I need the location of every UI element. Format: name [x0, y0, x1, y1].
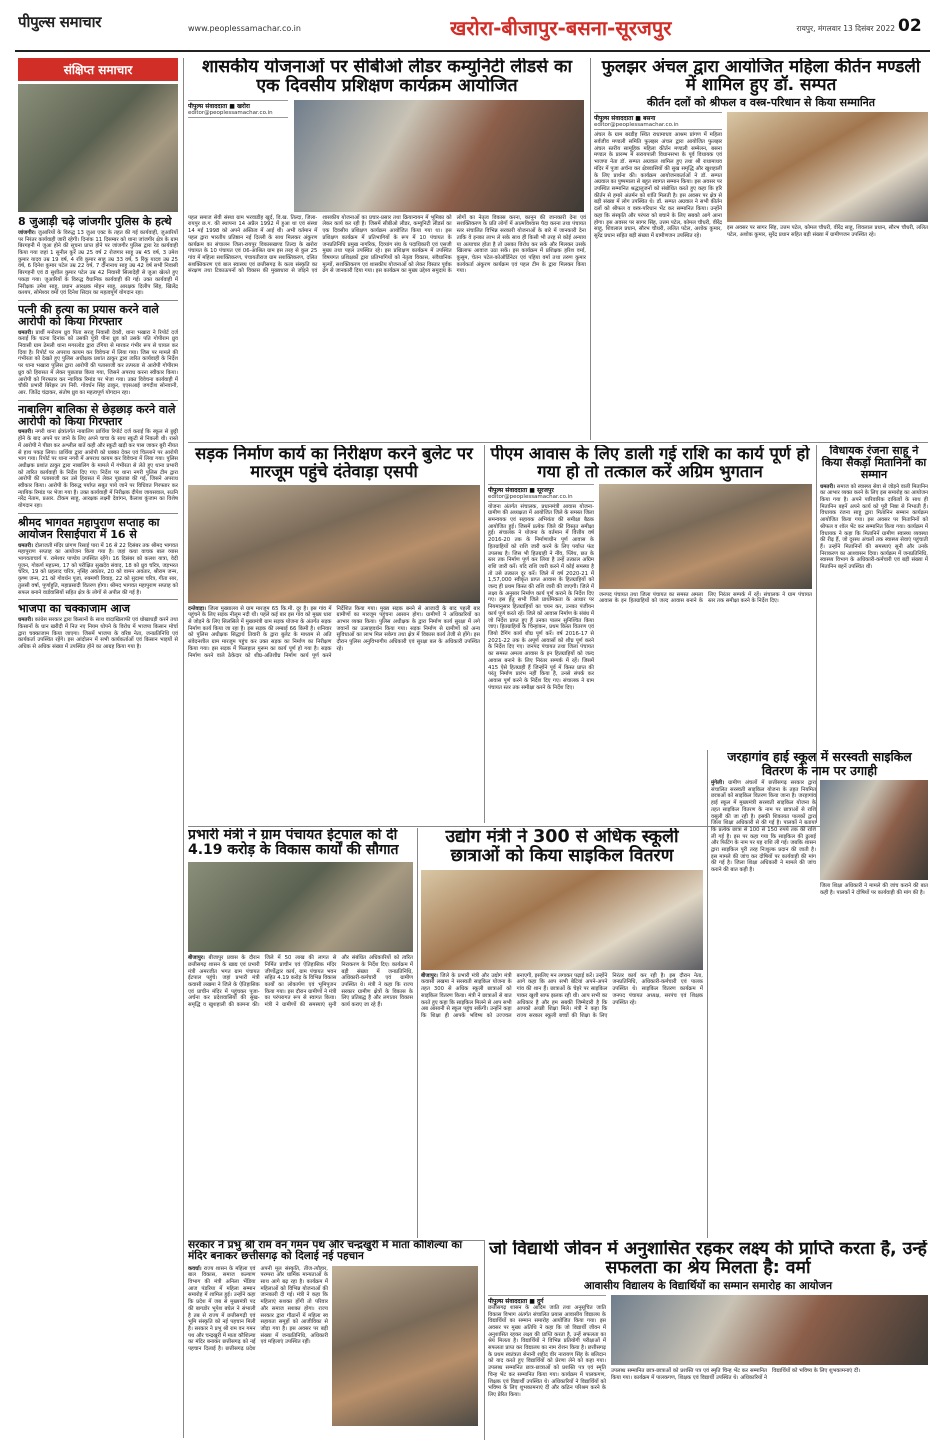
byline: पीपुल्स संवाददाता ■ बसना [594, 112, 722, 122]
divider [18, 400, 178, 401]
subheadline: आवासीय विद्यालय के विद्यार्थियों का सम्मान समारोह का आयोजन [583, 1279, 833, 1292]
masthead-rule [15, 50, 930, 52]
column-rule [417, 828, 418, 1238]
edition-date: रायपुर, मंगलवार 13 दिसंबर 2022 [796, 24, 895, 33]
story-body: धमतरी। दोलाजती मंदिर प्रांगण रिसाई पारा में 16 से 22 दिसंबर तक श्रीमद भागवत महापुराण सप्ताह का आयोजन किया गया है। जहां कथा वाचक बाल व्यास भागवताचार्य पं. रामेश्वर पाण्डेय उपस्थित रहेंगे। 16 दिसंबर को कलश यात्रा, वेदी पूजन, गोकर्ण महात्म्य, 17 को परीक्षित सुखदेव संवाद, 18 को ध्रुव चरित्र, जड़भरत चरित्र, 19 को प्रहलाद चरित्र, नृसिंह अवतार, 20 को वामन अवतार, श्रीराम जन्म, कृष्ण जन्म, 21 को गोवर्धन पूजा, रुक्मणी विवाह, 22 को सुदामा चरित्र, गीता सार, तुलसी वर्षा, पूर्णाहुति, महाप्रसादी वितरण होगा। श्रीमद भागवत महापुराण सप्ताह को सफल बनाने वार्डवासियों सहित क्षेत्र के लोगों से अपील की गई है। [18, 542, 178, 596]
headline: फुलझर अंचल द्वारा आयोजित महिला कीर्तन मण्डली में शामिल हुए डॉ. सम्पत [601, 58, 921, 96]
accused-group-photo [18, 84, 178, 212]
brief-label: संक्षिप्त समाचार [18, 58, 178, 81]
school-photo [820, 780, 928, 880]
article-body: छत्तीसगढ़ शासन के आदिम जाति तथा अनुसूचित जाति विकास विभाग अंतर्गत संचालित प्रयास आवासीय विद्यालय के विद्यार्थियों का सम्मान समारोह आयोजित किया गया। इस अवसर पर मुख्य अतिथि ने कहा कि जो विद्यार्थी जीवन में अनुशासित रहकर लक्ष्य की प्राप्ति करता है, उन्हें सफलता का श्रेय मिलता है। विद्यार्थियों ने विभिन्न प्रतियोगी परीक्षाओं में सफलता प्राप्त कर विद्यालय का नाम रोशन किया है। छत्तीसगढ़ के प्रथम स्वतंत्रता सेनानी शहीद वीर नारायण सिंह के बलिदान को याद करते हुए विद्यार्थियों को प्रेरणा लेने को कहा गया। उपलब्ध सम्मानित छात्र-छात्राओं को प्रशस्ति पत्र एवं स्मृति चिन्ह भेंट कर सम्मानित किया गया। कार्यक्रम में पालकगण, शिक्षक एवं विद्यार्थी उपस्थित थे। अधिकारियों ने विद्यार्थियों को भविष्य के लिए शुभकामनाएं दीं और कठिन परिश्रम करने के लिए प्रेरित किया। [488, 1304, 606, 1398]
article-body: पहल समाज सेवी संस्था ग्राम भरवाडीह खुर्द, वि.ख. तिल्दा, जिला-रायपुर छ.ग. की स्थापना 14 अप्रैल 1992 में हुआ था एवं संस्था 14 मई 1998 को अपने अस्तित्व में आई थी। अभी वर्तमान में पहल द्वारा भारतीय प्रतिष्ठान नई दिल्ली के साथ मिलकर अंकुरण कार्यक्रम का संचालन जिला-रायपुर विकासखण्ड तिल्दा के खरोरा पंचायत के 10 पंचायत एवं 06-आश्रित ग्राम इस तरह से कुल 25 गांव में महिला सशक्तिकरण, पंचायतीराज ग्राम सशक्तिकरण, दलित सशक्तिकरण एवं बाल स्वास्थ्य एवं छत्तीसगढ़ के कला संस्कृति का संरक्षण तथा टिकाऊपनों को विकास की मुख्यधारा से जोड़ने एवं शासकीय योजनाओं का प्रचार-प्रसार तथा क्रियान्वयन में भूमिका को लेकर कार्य कर रही है। जिसमें सीबीओ लीडर, कम्युनिटी लीडर्स का एक दिवसीय प्रशिक्षण कार्यक्रम आयोजित किया गया था। इस प्रशिक्षण कार्यक्रम में प्रतिभागियों के रूप में 10 पंचायत के जनप्रतिनिधि प्रमुख नागरिक, दिव्यांग संघ के पदाधिकारी एवं एसजी मुख्य तथा पहल उपस्थित रहे। इस प्रशिक्षण कार्यक्रम में उपस्थित विषयगत प्रशिक्षकों द्वारा प्रतिभागियों को नेतृत्व विकास, संवैधानिक मूल्यों, सशक्तिकरण एवं शासकीय योजनाओं को लेकर विस्तार पूर्वक ढंग से जानकारी दिया गया। इस कार्यक्रम का मुख्य उद्देश्य समुदाय के लोगों का नेतृत्व विकास करना, कानून की जानकारी देना एवं सशक्तिकरण के प्रति लोगों में आत्मविश्वास पैदा करना तथा पंचायत स्तर संचालित विभिन्न सरकारी योजनाओं के बारे में जानकारी देना ताकि वे इनका लाभ ले सके साथ ही किसी भी तरह से कोई अन्याय या अत्याचार होता है तो उसका विरोध कर सके और मिलकर उसके खिलाफ आवाज उठा सकें। इस कार्यक्रम में प्रशिक्षक हरिश वर्मा, कुसुम, चेतन पटेल-कोऑर्डिनेटर एवं पहिया वर्मा तथा तरुण कुमार कार्यकर्ता अंकुरण कार्यक्रम एवं पहल टीम के द्वारा मिलकर किया गया। [188, 214, 586, 275]
article-body-cont: इस अवसर पर सागर सिंह, उत्तम पटेल, कोमल चौधरी, वीरेंद्र साहू, शिवलाल प्रधान, सौरभ चौधरी, ललित पटेल, अशोक कुमार, सुरेंद्र प्रधान सहित बड़ी संख्या में ग्रामीणजन उपस्थित रहे। [727, 225, 928, 239]
divider [18, 513, 178, 514]
road-photo [188, 485, 480, 603]
students-photo [611, 1295, 928, 1365]
email: editor@peoplessamachar.co.in [188, 110, 288, 118]
article-body: दन्तेवाड़ा। जिला मुख्यालय से ग्राम मारजूम 65 कि.मी. दूर है। इस गांव में पहुंचने के लिए सड़क नीलूम नदी थी। पहले कई बार इस गांव को मुख्य धारा से जोड़ने के लिए सिलसिले में मुख्यमंत्री ग्राम सड़क योजना के अंतर्गत सड़क निर्माण कार्य किया जा रहा है। इस सड़क की लम्बाई 66 किमी है। शनिवार को पुलिस अधीक्षक सिद्धार्थ तिवारी के द्वारा बुलेट के माध्यम से अति संवेदनशील ग्राम मारजूम पहुंच कर उक्त सड़क का निर्माण का निरीक्षण किया गया। इस सड़क में फिलहाल मुरूम का कार्य पूर्ण हो गया है। सड़क निर्माण करने वाले ठेकेदार को शीघ्र-अतिशीघ्र निर्माण कार्य पूर्ण करने निर्देशित किया गया। मुख्य सड़क बनने से आजादी के बाद पहली बार ग्रामीणों का मारजूम पहुंचना आसान होगा। ग्रामीणों ने अधिकारियों का आभार व्यक्त किया। पुलिस अधीक्षक के द्वारा निर्माण कार्य सुरक्षा में लगे जवानों का उत्साहवर्धन किया गया। सड़क निर्माण से ग्रामीणों को अन्य सुविधाओं का लाभ मिल सकेगा तथा क्षेत्र में विकास कार्य तेजी से होंगे। इस दौरान पुलिस अनुविभागीय अधिकारी एवं सुरक्षा बल के अधिकारी उपस्थित रहे। [188, 605, 480, 659]
headline: प्रभारी मंत्री ने ग्राम पंचायत ईटपाल को दी 4.19 करोड़ के विकास कार्यों की सौगात [188, 828, 399, 859]
divider [18, 300, 178, 301]
cycle-photo [421, 870, 703, 970]
article-mitanin [820, 445, 928, 745]
article-body-cont: जनपद पंचायत तथा जिला पंचायत का समस्त अमला आवास के इन हितग्राहियों को जल्द आवास बनाने के लिए निरंतर सम्पर्क में रहें। संचालक ने ग्राम पंचायत स्तर तक समीक्षा करने के निर्देश दिए। [599, 591, 812, 605]
article-itpal [188, 828, 413, 1238]
article-cycle-distribution [421, 828, 703, 1238]
story-title: 8 जुआड़ी चढ़े जांजगीर पुलिस के हत्थे [18, 215, 172, 228]
article-road-inspection [188, 445, 480, 823]
story-title: भाजपा का चक्काजाम आज [18, 602, 130, 616]
story-title: नाबालिग बालिका से छेड़छाड़ करने वाले आरोपी को किया गिरफ्तार [18, 402, 176, 428]
column-rule [590, 58, 591, 440]
byline: पीपुल्स संवाददाता ■ खरोरा [188, 100, 288, 110]
page-number: 02 [898, 16, 922, 36]
email: editor@peoplessamachar.co.in [488, 494, 594, 502]
article-body: धमतरी। समाज को स्वास्थ्य सेवा से जोड़ने वाली मितानिन का आभार व्यक्त करने के लिए इस समारोह का आयोजन किया गया है। अपने पारिवारिक दायित्वों के साथ ही मितानिन बहनें अपने कार्य को पूरी निष्ठा से निभाती हैं। विधायक रंजना साहू द्वारा मितानिन सम्मान कार्यक्रम आयोजित किया गया। इस अवसर पर मितानिनों को श्रीफल व शॉल भेंट कर सम्मानित किया गया। कार्यक्रम में विधायक ने कहा कि मितानिनें ग्रामीण स्वास्थ्य व्यवस्था की रीढ़ हैं, जो दूरस्थ अंचलों तक स्वास्थ्य सेवाएं पहुंचाती हैं। उन्होंने मितानिनों की समस्याएं सुनी और उनके निराकरण का आश्वासन दिया। कार्यक्रम में जनप्रतिनिधि, स्वास्थ्य विभाग के अधिकारी-कर्मचारी एवं बड़ी संख्या में मितानिन बहनें उपस्थित थीं। [820, 483, 928, 571]
headline: विधायक रंजना साहू ने किया सैकड़ों मितानिनों का सम्मान [821, 445, 927, 481]
column-rule [484, 445, 485, 823]
subheadline: कीर्तन दलों को श्रीफल व वस्त्र-परिधान से किया सम्मानित [646, 95, 876, 109]
headline: सरकार ने प्रभु श्री राम वन गमन पथ और चन्द्रखुरी में माता कौशिल्या का मंदिर बनाकर छत्तीसगढ़ को दिलाई नई पहचान [188, 1240, 463, 1263]
masthead [0, 0, 945, 56]
divider [18, 599, 178, 600]
headline: शासकीय योजनाओं पर सीबीओ लीडर कम्युनिटी लीडर्स का एक दिवसीय प्रशिक्षण कार्यक्रम आयोजित [201, 58, 573, 96]
column-rule [183, 58, 184, 1438]
article-ram-van-gaman [188, 1240, 480, 1440]
story-body: जांजगीर। जुआरियों के विरुद्ध 13 जुआ एक्ट के तहत की गई कार्यवाही, जुआरियों पर निरंतर कार्यवाही जारी रहेगी। दिनांक 11 दिसम्बर को थाना जांजगीर क्षेत्र के ग्राम बिरगहनी में जुआ होने की सूचना प्राप्त होने पर जांजगीर पुलिस द्वारा रेड कार्यवाही किया गया जहां 1 सुनील कुर्रे उम्र 25 वर्ष 2 रोजगार साहू उम्र 45 वर्ष, 3 उमेश कुमार यादव उम्र 19 वर्ष, 4 रवि कुमार साहू उम्र 33 वर्ष, 5 रिंकू यादव उम्र 25 वर्ष, 6 दिनेश कुमार पटेल उम्र 22 वर्ष, 7 दीनानाथ साहू उम्र 42 वर्ष सभी निवासी बिरगहनी एवं 8 सुशील कुमार पटेल उम्र 42 निवासी सिलादेही से जुआ खेलते हुए पकड़ा गया। जुआरियों के विरुद्ध वैधानिक कार्यवाही की गई। उक्त कार्यवाही में निरीक्षक उमेश साहू, प्रधान आरक्षक मोहन साहू, आरक्षक दिलीप सिंह, खिलेंद्र कश्यप, सोमेश्वर वर्मा एवं दिनेश सिदार का महत्वपूर्ण योगदान रहा। [18, 229, 178, 297]
email: editor@peoplessamachar.co.in [594, 122, 722, 130]
story-body: धमतरी। कांग्रेस सरकार द्वारा किसानों के साथ वादाखिलाफी एवं धोखाधड़ी करने तथा किसानों के धान खरीदी में नित नए नियम थोपने के विरोध में भाजपा किसान मोर्चा द्वारा चक्काजाम किया जाएगा। जिसमें भाजपा के वरिष्ठ नेता, जनप्रतिनिधि एवं कार्यकर्ता उपस्थित रहेंगे। इस आंदोलन में सभी कार्यकर्ताओं एवं किसान भाइयों से अधिक से अधिक संख्या में उपस्थित होने का आग्रह किया गया है। [18, 617, 178, 650]
article-kirtan [594, 58, 928, 440]
minister-stage-photo [332, 1266, 478, 1426]
article-body: बीजापुर। जिले के प्रभारी मंत्री और उद्योग मंत्री कवासी लखमा ने सरस्वती साइकिल योजना के तहत 300 से अधिक स्कूली छात्राओं को साइकिल वितरण किया। मंत्री ने छात्राओं से बात करते हुए कहा कि साइकिल मिलने से आप सभी अब आसानी से स्कूल पहुंच सकेंगी। उन्होंने कहा कि शिक्षा ही आपके भविष्य को उज्ज्वल बनाएगी, इसलिए मन लगाकर पढ़ाई करें। उन्होंने आगे कहा कि आप सभी बेटियां अपने-अपने गांव की शान हैं। छात्राओं के चेहरे पर साइकिल पाकर खुशी साफ झलक रही थी। आप सभी का अधिकार है और हम सबकी जिम्मेदारी है कि आपको अच्छी शिक्षा मिले। मंत्री ने कहा कि राज्य सरकार स्कूली बच्चों की शिक्षा के लिए निरंतर कार्य कर रही है। इस दौरान नेता, जनप्रतिनिधि, अधिकारी-कर्मचारी एवं पालक उपस्थित थे। साइकिल वितरण कार्यक्रम में जनपद पंचायत अध्यक्ष, सरपंच एवं शिक्षक उपस्थित रहे। [421, 972, 703, 1019]
article-body: मुंगेली। ग्रामीण अंचलों में छत्तीसगढ़ सरकार द्वारा संचालित सरस्वती साइकिल योजना के तहत नियमित छात्राओं को साइकिल वितरण किया जाना है। जरहागांव हाई स्कूल में मुख्यमंत्री सरस्वती साइकिल योजना के तहत साइकिल वितरण के नाम पर छात्राओं से राशि वसूली की जा रही है। इसकी शिकायत पालकों द्वारा जिला शिक्षा अधिकारी से की गई है। पालकों ने बताया कि प्रत्येक छात्रा से 100 से 150 रुपये तक की राशि ली गई है। इस पर कहा गया कि साइकिल की ढुलाई और फिटिंग के नाम पर यह राशि ली गई। जबकि शासन द्वारा साइकिल पूरी तरह निःशुल्क प्रदान की जाती है। इस मामले की जांच कर दोषियों पर कार्यवाही की मांग की गई है। जिला शिक्षा अधिकारी ने मामले की जांच कराने की बात कही है। [711, 780, 816, 874]
headline: पीएम आवास के लिए डाली गई राशि का कार्य पूर्ण हो गया हो तो तत्काल करें अग्रिम भुगतान [490, 445, 810, 481]
story-title: पत्नी की हत्या का प्रयास करने वाले आरोपी को किया गिरफ्तार [18, 302, 159, 328]
article-jarhagaon [711, 750, 928, 1238]
brief-news-column [18, 58, 178, 1438]
headline: सड़क निर्माण कार्य का निरीक्षण करने बुलेट पर मारजूम पहुंचे दंतेवाड़ा एसपी [195, 445, 473, 481]
article-body: कवर्धा। राज्य शासन के महिला एवं बाल विकास, समाज कल्याण विभाग की मंत्री अनिला भेंडिया आज पंडरिया में महिला सम्मान समारोह में शामिल हुई। उन्होंने कहा कि प्रदेश में जब से मुख्यमंत्री पद की बागडोर भूपेश बघेल ने संभाली है तब से राज्य में छत्तीसगढ़ी एवं भूमि संस्कृति को नई पहचान मिली है। सरकार ने प्रभु श्री राम वन गमन पथ और चन्द्रखुरी में माता कौशिल्या का मंदिर बनाकर छत्तीसगढ़ को नई पहचान दिलाई है। छत्तीसगढ़ प्रदेश अपनी मूल संस्कृति, तीज-त्यौहार, परम्परा और धार्मिक मान्यताओं के साथ आगे बढ़ रहा है। कार्यक्रम में महिलाओं को विभिन्न योजनाओं की जानकारी दी गई। मंत्री ने कहा कि महिलाएं सशक्त होंगी तो परिवार और समाज सशक्त होगा। राज्य सरकार द्वारा गौठानों में महिला स्व सहायता समूहों को आजीविका से जोड़ा गया है। इस अवसर पर बड़ी संख्या में जनप्रतिनिधि, अधिकारी एवं महिलाएं उपस्थित रहीं। [188, 1265, 328, 1353]
byline: पीपुल्स संवाददाता ■ सूरजपुर [488, 484, 594, 494]
headline: उद्योग मंत्री ने 300 से अधिक स्कूली छात्राओं को किया साइकिल वितरण [445, 828, 679, 866]
column-rule [484, 1240, 485, 1440]
byline: पीपुल्स संवाददाता ■ दुर्ग [488, 1295, 606, 1305]
story-body: धमतरी। नगरी थाना क्षेत्रांतर्गत नाबालिग प्रार्थिया रिपोर्ट दर्ज कराई कि स्कूल से छुट्टी होने के बाद अपने घर जाने के लिए अपने चाचा के साथ स्कूटी से निकली थी। रास्ते में आरोपी ने पीछा कर अश्लील बातें कही और स्कूटी खड़ी कर पास जाकर बुरी नीयत से हाथ पकड़ लिया। प्रार्थिया द्वारा आरोपी को धक्का देकर एवं चिल्लाने पर आरोपी भाग गया। रिपोर्ट पर थाना नगरी में अपराध कायम कर विवेचना में लिया गया। पुलिस अधीक्षक प्रशांत ठाकुर द्वारा नाबालिग के मामले में गंभीरता से लेते हुए थाना प्रभारी को त्वरित कार्यवाही के निर्देश दिए गए। निर्देश पर थाना नगरी पुलिस टीम द्वारा आरोपी की पतासाजी कर उसे हिरासत में लेकर पूछताछ की गई, जिसने अपराध स्वीकार किया। आरोपी के विरुद्ध पर्याप्त सबूत पाये जाने पर विधिवत गिरफ्तार कर न्यायिक रिमांड पर भेजा गया है। उक्त कार्यवाही में निरीक्षक दीपेश जायसवाल, सउनि नरेंद्र नेताम, प्रआर. टीकम साहू, आरक्षक लक्ष्मी देवांगन, कैलाश कुंजाम का विशेष योगदान रहा। [18, 429, 178, 510]
article-body: बीजापुर। बीजापुर प्रवास के दौरान छत्तीसगढ़ शासन के खाद्य एवं प्रभारी मंत्री अमरजीत भगत ग्राम पंचायत ईटपाल पहुंचे। जहां प्रभारी मंत्री कवासी लखमा ने जिले के ऐतिहासिक एवं प्राचीन मंदिर में पहुंचकर पूजा-अर्चना कर प्रदेशवासियों की सुख-समृद्धि व खुशहाली की कामना की। जिले में 50 लाख की लागत से निर्मित प्राचीन एवं ऐतिहासिक मंदिर जीर्णोद्धार कार्य, ग्राम पंचायत भवन सहित 4.19 करोड़ के विभिन्न विकास कार्यों का लोकार्पण एवं भूमिपूजन किया गया। इस दौरान ग्रामीणों ने मंत्री का परंपरागत रूप से स्वागत किया। मंत्री ने ग्रामीणों की समस्याएं सुनी और संबंधित अधिकारियों को त्वरित निराकरण के निर्देश दिए। कार्यक्रम में बड़ी संख्या में जनप्रतिनिधि, अधिकारी-कर्मचारी एवं ग्रामीण उपस्थित थे। मंत्री ने कहा कि राज्य सरकार ग्रामीण क्षेत्रों के विकास के लिए प्रतिबद्ध है और लगातार विकास कार्य कराए जा रहे हैं। [188, 955, 413, 1009]
minister-photo [188, 862, 413, 952]
housing-photo [599, 484, 812, 589]
article-body-cont: उपलब्ध सम्मानित छात्र-छात्राओं को प्रशस्ति पत्र एवं स्मृति चिन्ह भेंट कर सम्मानित किया गया। कार्यक्रम में पालकगण, शिक्षक एवं विद्यार्थी उपस्थित थे। अधिकारियों ने विद्यार्थियों को भविष्य के लिए शुभकामनाएं दीं। [611, 1367, 861, 1381]
row-rule [188, 442, 928, 443]
story-title: श्रीमद भागवत महापुराण सप्ताह का आयोजन रिसाईपारा में 16 से [18, 515, 160, 541]
story-body: धमतरी। प्रार्थी मनोराम ध्रुव पिता सरजू निवासी देवरी, थाना भखारा ने रिपोर्ट दर्ज कराई कि घटना दिनांक को उसकी पुत्री पीना ध्रुव को उसके पति गोपीराम ध्रुव निवासी ग्राम ठेमली थाना मगरलोड द्वारा टंगिया से मारकर गंभीर रूप से घायल कर दिया है। रिपोर्ट पर अपराध कायम कर विवेचना में लिया गया। जिस पर मामले की गंभीरता को देखते हुए पुलिस अधीक्षक प्रशांत ठाकुर द्वारा त्वरित कार्यवाही के निर्देश पर थाना भखारा पुलिस द्वारा आरोपी की पतासाजी कर तत्परता से आरोपी गोपीराम ध्रुव को हिरासत में लेकर पूछताछ किया गया, जिसने अपराध करना स्वीकार किया। आरोपी को गिरफ्तार कर न्यायिक रिमांड पर भेजा गया। उक्त विवेचना कार्यवाही में चौकी प्रभारी बिरेझर उप निरी. गोवर्धन सिंह ठाकुर, एएसआई जगदीश सोनवानी, आर. जितेंद्र चंद्राकर, संतोष ध्रुव का महत्वपूर्ण योगदान रहा। [18, 329, 178, 396]
kirtan-photo [727, 112, 928, 222]
logo [18, 12, 158, 40]
headline: जो विद्यार्थी जीवन में अनुशासित रहकर लक्ष्य की प्राप्ति करता है, उन्हें सफलता का श्रेय मिलता है: वर्मा [489, 1240, 927, 1278]
headline: जरहागांव हाई स्कूल में सरस्वती साइकिल वितरण के नाम पर उगाही [727, 750, 912, 778]
column-rule [707, 750, 708, 1238]
article-body: योजना अंतर्गत संचालक, प्रधानमंत्री आवास योजना-ग्रामीण की अध्यक्षता में आयोजित जिले के समस्त जिला समन्वयक एवं सहायक अभियंता की समीक्षा बैठक आयोजित हुई। जिसमें प्रत्येक जिले की विस्तृत समीक्षा हुई। संचालक ने योजना के वर्तमान में वित्तीय वर्ष 2016-20 तक के निर्माणाधीन पूर्ण आवास के हितग्राहियों को राशि जारी करने के लिए पर्याप्त फंड उपलब्ध है। जिस भी हितग्राही ने नींव, प्लिंथ, छत के स्तर तक निर्माण पूर्ण कर लिया है उन्हें तत्काल अग्रिम राशि जारी करें। यदि राशि जारी करने में कोई समस्या है तो उसे तत्काल दूर करें। जिले में वर्ष 2020-21 में 1,57,000 स्वीकृत प्राप्त आवास के हितग्राहियों को जल्द ही प्रथम किस्त की राशि जारी की जाएगी। जिले में लक्ष्य के अनुसार निर्माण कार्य पूर्ण कराने के निर्देश दिए गए। इस हेतु सभी जिले प्राथमिकता के आधार पर नियमानुसार हितग्राहियों का चयन कर, उनका पंजीयन कार्य पूर्ण करते रहें। जिले को आवास निर्माण के संबंध में जो निर्देश प्राप्त हुए हैं उनका पालन सुनिश्चित किया जाए। हितग्राहियों के चिन्हांकन, प्रथम किस्त वितरण एवं जियो टैगिंग कार्य शीघ्र पूर्ण करें। वर्ष 2016-17 से 2021-22 तक के अपूर्ण आवासों को शीघ्र पूर्ण करने के निर्देश दिए गए। जनपद पंचायत तथा जिला पंचायत का समस्त अमला आवास के इन हितग्राहियों को जल्द आवास बनाने के लिए निरंतर सम्पर्क में रहें। जिसमें 415 ऐसे हितग्राही हैं जिन्होंने पूर्व में किस्त प्राप्त की परंतु निर्माण प्रारंभ नहीं किया है, उनसे संपर्क कर आवास पूर्ण करने के निर्देश दिए गए। संचालक ने ग्राम पंचायत स्तर तक समीक्षा करने के निर्देश दिए। [488, 503, 594, 691]
site-url: www.peoplessamachar.co.in [188, 24, 301, 33]
article-body-cont: जिला शिक्षा अधिकारी ने मामले की जांच कराने की बात कही है। पालकों ने दोषियों पर कार्यवाही की मांग की है। [820, 883, 928, 896]
article-cbo-training [188, 58, 586, 440]
article-residential-school [488, 1240, 928, 1440]
logo-text: पीपुल्स समाचार [18, 13, 102, 31]
training-photo [294, 100, 584, 212]
section-title: खरोरा-बीजापुर-बसना-सूरजपुर [450, 16, 672, 40]
article-body: अंचल के ग्राम बरडीह स्थित राधामाधव आश्रम प्रांगण में महिला सर्वजीव मण्डली समिति फुलझर अंचल द्वारा आयोजित फुलझर अंचल स्तरीय सामूहिक महिला कीर्तन मण्डली सम्मेलन, बसना मण्डल के प्रारम्भ में सरायपाली विधानसभा के पूर्व विधायक एवं भाजपा नेता डॉ. सम्पत अग्रवाल शामिल हुए तथा श्री राधामाधव मंदिर में पूजा अर्चना कर क्षेत्रवासियों की सुख समृद्धि और खुशहाली के लिए प्रार्थना की। कार्यक्रम आयोजनकर्ताओं ने डॉ. सम्पत अग्रवाल का पुष्पमाला से बहुत स्वागत सम्मान किया। इस अवसर पर उपस्थित सम्मानित श्रद्धालुजनों को संबोधित करते हुए कहा कि हरि कीर्तन से हमारे अंतर्मन को शांति मिलती है। इस अवसर पर क्षेत्र से बड़ी संख्या में लोग उपस्थित थे। डॉ. सम्पत अग्रवाल ने सभी कीर्तन दलों को श्रीफल व वस्त्र-परिधान भेंट कर सम्मानित किया। उन्होंने कहा कि संस्कृति और परंपरा को बचाने के लिए सबको आगे आना होगा। इस अवसर पर सागर सिंह, उत्तम पटेल, कोमल चौधरी, वीरेंद्र साहू, शिवलाल प्रधान, सौरभ चौधरी, ललित पटेल, अशोक कुमार, सुरेंद्र प्रधान सहित बड़ी संख्या में ग्रामीणजन उपस्थित रहे। [594, 132, 722, 239]
